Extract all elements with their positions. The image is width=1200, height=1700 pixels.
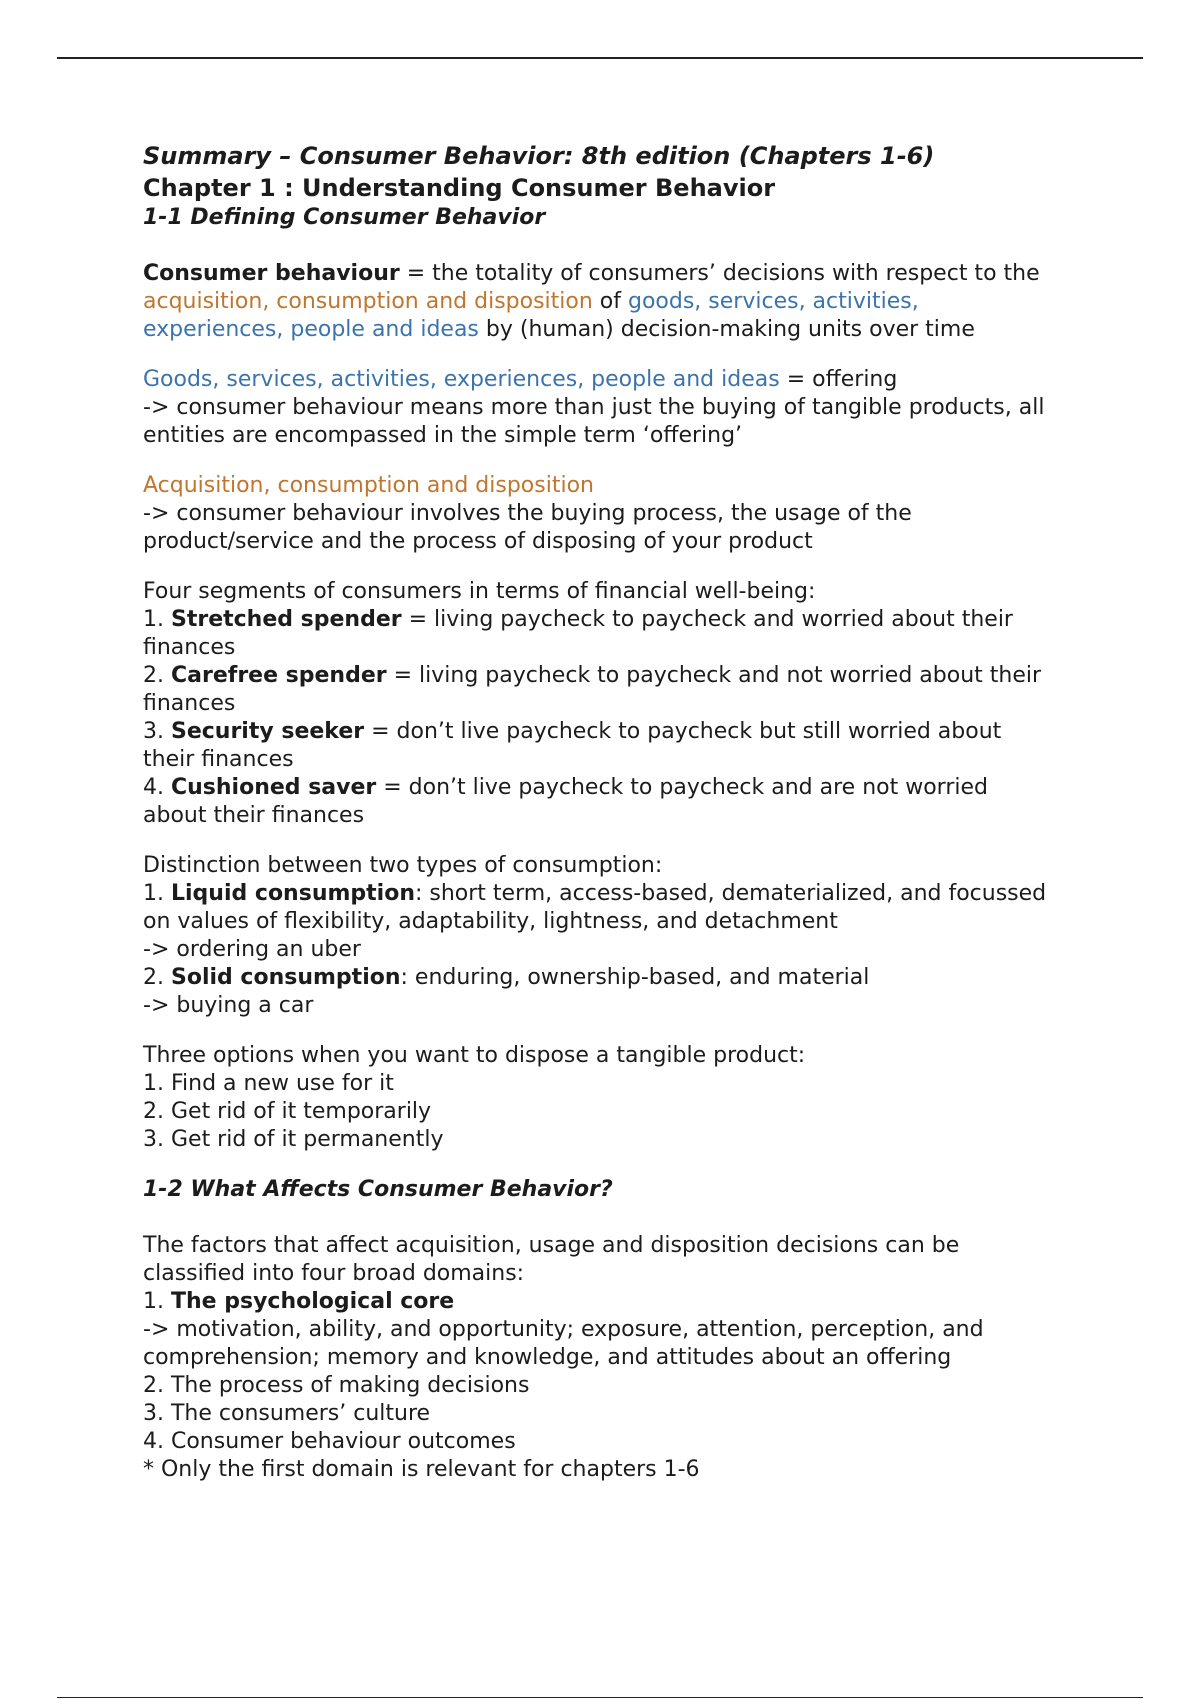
offering-term: Goods, services, activities, experiences, people and ideas — [143, 367, 780, 392]
section-title-1-2: 1-2 What Affects Consumer Behavior? — [143, 1177, 613, 1202]
segment-term: Carefree spender — [170, 663, 387, 688]
term-consumer-behaviour: Consumer behaviour — [143, 261, 400, 286]
segment-term: Stretched spender — [170, 607, 402, 632]
acquisition-paragraph: Acquisition, consumption and disposition -> consumer behaviour involves the buying process, the usage of the product/service and the process of disposing of your product — [143, 473, 912, 554]
list-item: 1. Find a new use for it — [143, 1071, 394, 1096]
bottom-rule — [57, 1697, 1143, 1698]
consumption-types: Distinction between two types of consumption: 1. Liquid consumption: short term, access-based, dematerialized, and focussed on values of flexibility, adaptability, lightness, and detachment -> ordering an uber 2. Solid consumption: enduring, ownership-based, and material -> buying a car — [143, 853, 1047, 1018]
factors-paragraph: The factors that affect acquisition, usage and disposition decisions can be classified into four broad domains: 1. The psychological core -> motivation, ability, and opportunity; exposure, attention, perception, and comprehension; memory and knowledge, and attitudes about an offering 2. The process of making decisions 3. The consumers’ culture 4. Consumer behaviour outcomes * Only the first domain is relevant for chapters 1-6 — [143, 1233, 984, 1482]
segment-term: Security seeker — [170, 719, 365, 744]
segments-list: Four segments of consumers in terms of financial well-being: 1. Stretched spender = living paycheck to paycheck and worried about their finances 2. Carefree spender = living paycheck to paycheck and not worried about their finances 3. Security seeker = don’t live paycheck to paycheck but still worried about their finances 4. Cushioned saver = don’t live paycheck to paycheck and are not worried about their finances — [143, 579, 1042, 828]
document-body — [143, 140, 1073, 1484]
definition-paragraph: Consumer behaviour = the totality of consumers’ decisions with respect to the acquisition, consumption and disposition of goods, services, activities, experiences, people and ideas by (human) decision-making units over time — [143, 261, 1040, 342]
highlight-goods-cont: experiences, people and ideas — [143, 317, 479, 342]
list-item: 4. Consumer behaviour outcomes — [143, 1429, 516, 1454]
top-rule — [57, 57, 1143, 59]
list-item: 2. The process of making decisions — [143, 1373, 530, 1398]
highlight-acquisition: acquisition, consumption and disposition — [143, 289, 593, 314]
chapter-title: Chapter 1 : Understanding Consumer Behavior — [143, 174, 776, 202]
offering-paragraph: Goods, services, activities, experiences, people and ideas = offering -> consumer behaviour means more than just the buying of tangible products, all entities are encompassed in the simple term ‘offering’ — [143, 367, 1045, 448]
liquid-consumption-term: Liquid consumption — [170, 881, 415, 906]
acquisition-term: Acquisition, consumption and disposition — [143, 473, 594, 498]
footnote: * Only the first domain is relevant for chapters 1-6 — [143, 1457, 700, 1482]
section-title-1-1: 1-1 Defining Consumer Behavior — [143, 205, 546, 230]
list-item: 3. The consumers’ culture — [143, 1401, 431, 1426]
document-title: Summary – Consumer Behavior: 8th edition (Chapters 1-6) — [143, 142, 935, 170]
solid-consumption-term: Solid consumption — [170, 965, 401, 990]
dispose-options: Three options when you want to dispose a tangible product: 1. Find a new use for it 2. Get rid of it temporarily 3. Get rid of it permanently — [143, 1043, 806, 1152]
psychological-core-term: The psychological core — [170, 1289, 455, 1314]
list-item: 2. Get rid of it temporarily — [143, 1099, 432, 1124]
segment-term: Cushioned saver — [170, 775, 377, 800]
highlight-goods: goods, services, activities, — [628, 289, 919, 314]
list-item: 3. Get rid of it permanently — [143, 1127, 444, 1152]
